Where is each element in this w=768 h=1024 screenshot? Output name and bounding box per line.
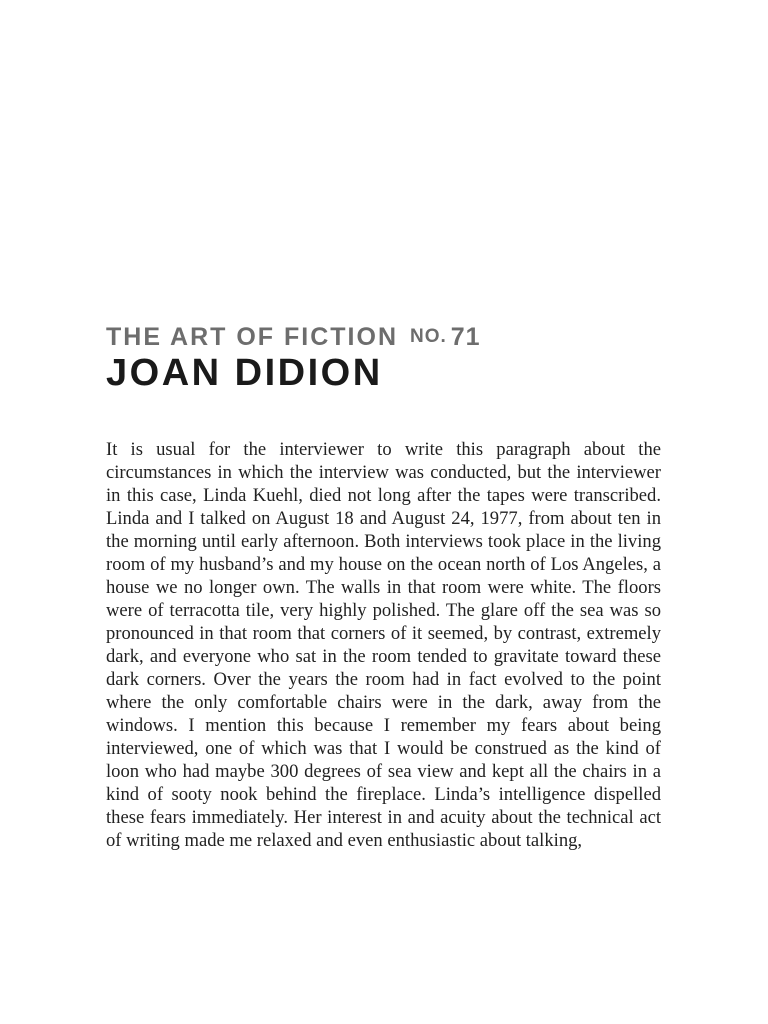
body-paragraph: It is usual for the interviewer to write this paragraph about the circumstances in which the interview was conducted, but the interviewer in this case, Linda Kuehl, died not long after the tapes were transcribed. Linda and I talked on August 18 and August 24, 1977, from about ten in the morning until early afternoon. Both interviews took place in the living room of my husband’s and my house on the ocean north of Los Angeles, a house we no longer own. The walls in that room were white. The floors were of terracotta tile, very highly polished. The glare off the sea was so pronounced in that room that corners of it seemed, by contrast, extremely dark, and everyone who sat in the room tended to gravitate toward these dark corners. Over the years the room had in fact evolved to the point where the only comfortable chairs were in the dark, away from the windows. I mention this because I remember my fears about being interviewed, one of which was that I would be construed as the kind of loon who had maybe 300 degrees of sea view and kept all the chairs in a kind of sooty nook behind the fireplace. Linda’s intelligence dispelled these fears immediately. Her interest in and acuity about the technical act of writing made me relaxed and even enthusiastic about talking, bbox=[106, 439, 661, 851]
series-title: THE ART OF FICTION bbox=[106, 323, 398, 351]
series-number-label: NO. bbox=[410, 326, 447, 347]
series-heading bbox=[106, 322, 666, 352]
article-header bbox=[106, 322, 666, 394]
series-number: 71 bbox=[450, 323, 481, 351]
author-name: JOAN DIDION bbox=[106, 352, 383, 394]
